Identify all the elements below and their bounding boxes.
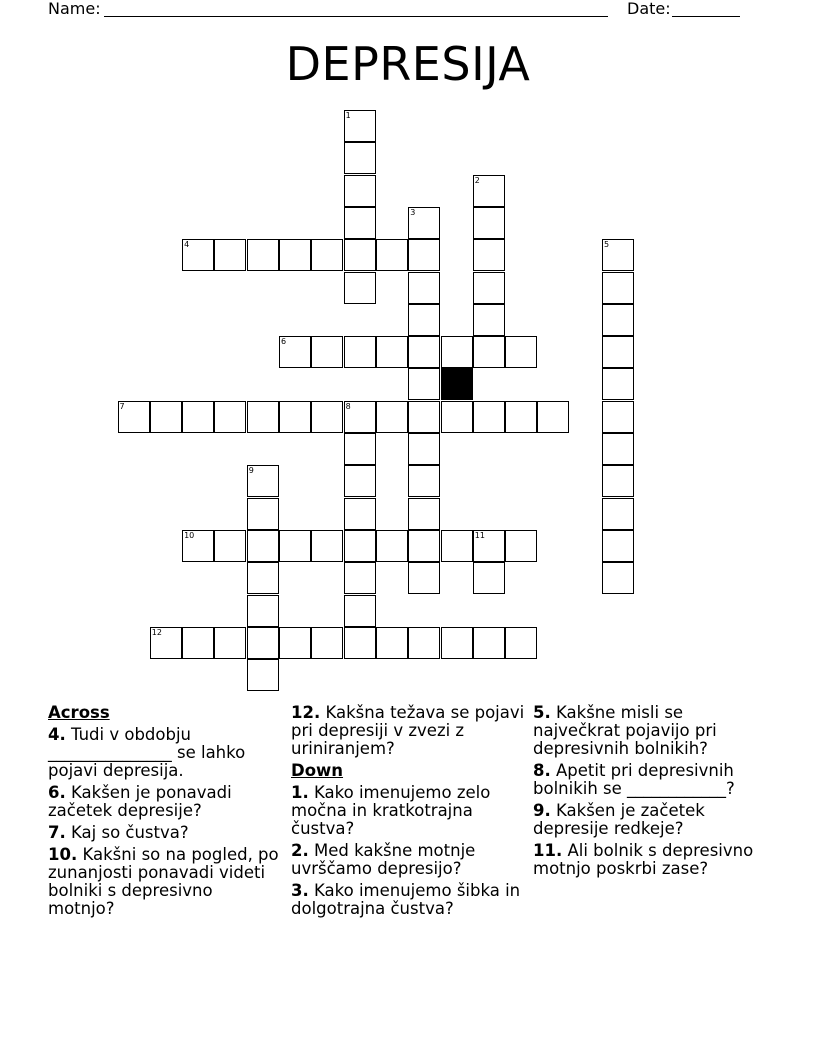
clue-across-7: 7. Kaj so čustva? — [48, 823, 189, 842]
clues-column-3 — [533, 704, 769, 882]
grid-cell[interactable] — [247, 530, 279, 562]
grid-cell[interactable] — [118, 401, 150, 433]
grid-cell[interactable] — [214, 239, 246, 271]
grid-cell[interactable] — [473, 562, 505, 594]
grid-cell[interactable] — [344, 336, 376, 368]
grid-cell[interactable] — [247, 465, 279, 497]
grid-cell[interactable] — [473, 530, 505, 562]
grid-cell[interactable] — [473, 627, 505, 659]
grid-cell[interactable] — [473, 175, 505, 207]
grid-cell[interactable] — [441, 530, 473, 562]
grid-cell[interactable] — [602, 498, 634, 530]
grid-cell[interactable] — [344, 207, 376, 239]
grid-cell[interactable] — [602, 433, 634, 465]
grid-cell[interactable] — [505, 530, 537, 562]
grid-cell[interactable] — [473, 401, 505, 433]
grid-cell[interactable] — [247, 627, 279, 659]
grid-cell[interactable] — [408, 401, 440, 433]
grid-cell[interactable] — [408, 562, 440, 594]
grid-cell[interactable] — [247, 659, 279, 691]
grid-cell[interactable] — [344, 401, 376, 433]
date-label: Date: — [627, 0, 671, 18]
clue-down-2: 2. Med kakšne motnje uvrščamo depresijo? — [291, 841, 476, 878]
grid-cell[interactable] — [344, 272, 376, 304]
grid-cell[interactable] — [441, 336, 473, 368]
grid-cell[interactable] — [473, 336, 505, 368]
grid-cell[interactable] — [441, 401, 473, 433]
across-heading: Across — [48, 703, 110, 722]
page-title: DEPRESIJA — [285, 37, 531, 91]
clue-number: 8 — [345, 401, 351, 411]
grid-cell[interactable] — [376, 401, 408, 433]
clue-down-3: 3. Kako imenujemo šibka in dolgotrajna čustva? — [291, 881, 521, 918]
clue-number: 2 — [474, 175, 480, 185]
down-heading: Down — [291, 761, 344, 780]
grid-cell[interactable] — [247, 595, 279, 627]
grid-cell[interactable] — [182, 627, 214, 659]
clue-number: 11 — [474, 530, 485, 540]
grid-cell[interactable] — [602, 530, 634, 562]
clue-down-5: 5. Kakšne misli se največkrat pojavijo pri depresivnih bolnikih? — [533, 703, 717, 758]
grid-cell[interactable] — [311, 627, 343, 659]
grid-cell[interactable] — [473, 239, 505, 271]
grid-cell[interactable] — [214, 530, 246, 562]
clue-down-9: 9. Kakšen je začetek depresije redkeje? — [533, 801, 705, 838]
grid-cell[interactable] — [311, 336, 343, 368]
grid-cell[interactable] — [473, 272, 505, 304]
grid-cell[interactable] — [150, 401, 182, 433]
grid-cell[interactable] — [344, 175, 376, 207]
grid-cell[interactable] — [441, 627, 473, 659]
grid-cell[interactable] — [408, 239, 440, 271]
grid-cell[interactable] — [344, 239, 376, 271]
grid-cell[interactable] — [408, 498, 440, 530]
clues-column-1 — [48, 704, 284, 922]
clue-across-6: 6. Kakšen je ponavadi začetek depresije? — [48, 783, 232, 820]
clue-number: 7 — [119, 401, 125, 411]
grid-cell[interactable] — [182, 530, 214, 562]
grid-cell[interactable] — [602, 401, 634, 433]
grid-cell[interactable] — [182, 239, 214, 271]
grid-cell[interactable] — [247, 562, 279, 594]
clue-down-11: 11. Ali bolnik s depresivno motnjo poskrbi zase? — [533, 841, 754, 878]
grid-cell[interactable] — [408, 336, 440, 368]
grid-cell[interactable] — [311, 530, 343, 562]
grid-cell[interactable] — [602, 239, 634, 271]
grid-cell[interactable] — [602, 304, 634, 336]
grid-cell[interactable] — [376, 239, 408, 271]
grid-cell[interactable] — [344, 433, 376, 465]
grid-cell[interactable] — [150, 627, 182, 659]
grid-cell[interactable] — [344, 595, 376, 627]
grid-cell[interactable] — [311, 401, 343, 433]
clues-column-2 — [291, 704, 527, 922]
grid-cell[interactable] — [344, 627, 376, 659]
clue-down-8: 8. Apetit pri depresivnih bolnikih se ____________? — [533, 761, 735, 798]
grid-cell[interactable] — [408, 304, 440, 336]
grid-cell[interactable] — [602, 336, 634, 368]
clue-down-1: 1. Kako imenujemo zelo močna in kratkotrajna čustva? — [291, 783, 491, 838]
grid-cell[interactable] — [376, 336, 408, 368]
clue-number: 4 — [184, 240, 190, 250]
grid-cell[interactable] — [344, 498, 376, 530]
grid-cell[interactable] — [344, 142, 376, 174]
clue-number: 1 — [345, 111, 351, 120]
grid-cell[interactable] — [408, 465, 440, 497]
clue-number: 9 — [248, 466, 254, 476]
grid-cell[interactable] — [602, 562, 634, 594]
clue-across-12: 12. Kakšna težava se pojavi pri depresiji v zvezi z uriniranjem? — [291, 703, 525, 758]
grid-cell[interactable] — [214, 627, 246, 659]
grid-cell[interactable] — [602, 272, 634, 304]
grid-cell[interactable] — [247, 498, 279, 530]
grid-cell[interactable] — [505, 336, 537, 368]
grid-cell[interactable] — [279, 627, 311, 659]
grid-cell[interactable] — [279, 401, 311, 433]
grid-cell[interactable] — [344, 530, 376, 562]
clue-number: 12 — [151, 627, 162, 637]
grid-cell[interactable] — [537, 401, 569, 433]
clue-across-10: 10. Kakšni so na pogled, po zunanjosti ponavadi videti bolniki s depresivno motnjo? — [48, 845, 279, 918]
grid-cell[interactable] — [279, 530, 311, 562]
grid-cell[interactable] — [279, 336, 311, 368]
name-label: Name: — [48, 0, 101, 18]
grid-cell[interactable] — [473, 304, 505, 336]
grid-cell[interactable] — [505, 401, 537, 433]
grid-cell[interactable] — [602, 465, 634, 497]
grid-cell[interactable] — [408, 272, 440, 304]
grid-cell[interactable] — [247, 401, 279, 433]
grid-cell[interactable] — [376, 530, 408, 562]
grid-cell[interactable] — [279, 239, 311, 271]
grid-cell-blocked — [441, 368, 473, 400]
grid-cell[interactable] — [408, 207, 440, 239]
grid-cell[interactable] — [247, 239, 279, 271]
clue-across-4: 4. Tudi v obdobju _______________ se lahko pojavi depresija. — [48, 725, 246, 780]
clue-number: 10 — [184, 530, 195, 540]
grid-cell[interactable] — [344, 110, 376, 142]
grid-cell[interactable] — [473, 207, 505, 239]
grid-cell[interactable] — [408, 368, 440, 400]
clue-number: 3 — [410, 207, 416, 217]
grid-cell[interactable] — [344, 465, 376, 497]
grid-cell[interactable] — [408, 433, 440, 465]
grid-cell[interactable] — [376, 627, 408, 659]
grid-cell[interactable] — [311, 239, 343, 271]
grid-cell[interactable] — [505, 627, 537, 659]
grid-cell[interactable] — [408, 530, 440, 562]
grid-cell[interactable] — [602, 368, 634, 400]
clue-number: 5 — [604, 240, 610, 250]
grid-cell[interactable] — [214, 401, 246, 433]
grid-cell[interactable] — [344, 562, 376, 594]
clue-number: 6 — [281, 337, 287, 347]
grid-cell[interactable] — [182, 401, 214, 433]
grid-cell[interactable] — [408, 627, 440, 659]
